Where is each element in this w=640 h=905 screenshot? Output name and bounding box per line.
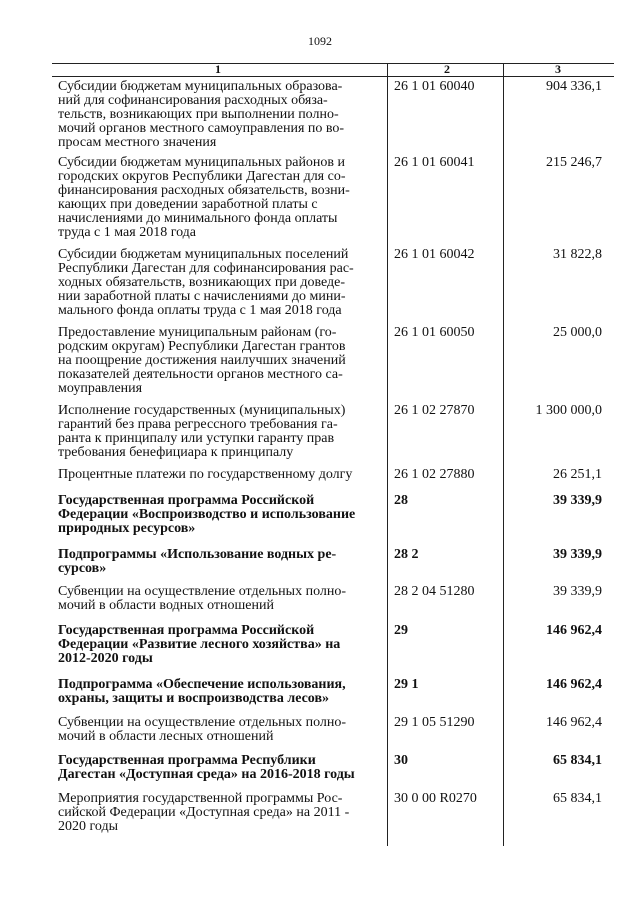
row-amount: 904 336,1 bbox=[546, 79, 602, 94]
row-code: 28 2 04 51280 bbox=[394, 584, 475, 599]
row-description: Процентные платежи по государственному долгу bbox=[58, 467, 353, 482]
row-description: Государственная программа Республики Дагестан «Доступная среда» на 2016-2018 годы bbox=[58, 753, 355, 782]
row-description: Подпрограммы «Использование водных ре- сурсов» bbox=[58, 547, 337, 576]
row-amount: 215 246,7 bbox=[546, 155, 602, 170]
column-header-1: 1 bbox=[215, 62, 221, 76]
row-amount: 39 339,9 bbox=[553, 584, 602, 599]
table-header bbox=[52, 63, 614, 77]
row-description: Исполнение государственных (муниципальных) гарантий без права регрессного требования га- ранта к принципалу или уступки гаранту прав требования бенефициара к принципалу bbox=[58, 403, 346, 460]
row-description: Государственная программа Российской Федерации «Воспроизводство и использование природных ресурсов» bbox=[58, 493, 356, 536]
row-description: Субсидии бюджетам муниципальных районов и городских округов Республики Дагестан для со- финансирования расходных обязательств, возни- кающих при доведении заработной платы с начислениями до минимального фонда оплаты труда с 1 мая 2018 года bbox=[58, 155, 350, 240]
row-code: 30 0 00 R0270 bbox=[394, 791, 477, 806]
row-amount: 146 962,4 bbox=[546, 623, 602, 638]
row-amount: 1 300 000,0 bbox=[535, 403, 602, 418]
row-code: 30 bbox=[394, 753, 408, 768]
column-header-3: 3 bbox=[555, 62, 561, 76]
row-amount: 39 339,9 bbox=[553, 493, 602, 508]
row-description: Мероприятия государственной программы Рос- сийской Федерации «Доступная среда» на 2011 - 2020 годы bbox=[58, 791, 350, 834]
row-amount: 31 822,8 bbox=[553, 247, 602, 262]
row-amount: 65 834,1 bbox=[553, 753, 602, 768]
row-amount: 25 000,0 bbox=[553, 325, 602, 340]
row-code: 26 1 01 60040 bbox=[394, 79, 475, 94]
row-description: Государственная программа Российской Федерации «Развитие лесного хозяйства» на 2012-2020 годы bbox=[58, 623, 341, 666]
row-description: Субвенции на осуществление отдельных полно- мочий в области водных отношений bbox=[58, 584, 347, 613]
row-amount: 39 339,9 bbox=[553, 547, 602, 562]
row-description: Предоставление муниципальным районам (го- родским округам) Республики Дагестан грантов на поощрение достижения наилучших значений показателей деятельности органов местного са- моуправления bbox=[58, 325, 346, 396]
row-amount: 65 834,1 bbox=[553, 791, 602, 806]
row-description: Субсидии бюджетам муниципальных образова- ний для софинансирования расходных обяза- тельств, возникающих при выполнении полно- мочий органов местного самоуправления по во- просам местного значения bbox=[58, 79, 345, 150]
row-amount: 26 251,1 bbox=[553, 467, 602, 482]
row-code: 28 bbox=[394, 493, 408, 508]
row-amount: 146 962,4 bbox=[546, 677, 602, 692]
row-code: 26 1 01 60050 bbox=[394, 325, 475, 340]
row-code: 26 1 01 60041 bbox=[394, 155, 475, 170]
row-description: Субвенции на осуществление отдельных полно- мочий в области лесных отношений bbox=[58, 715, 347, 744]
page-number: 1092 bbox=[308, 34, 332, 48]
row-amount: 146 962,4 bbox=[546, 715, 602, 730]
row-description: Субсидии бюджетам муниципальных поселений Республики Дагестан для софинансирования рас- ходных обязательств, возникающих при доведе- нии заработной платы с начислениями до мини- мального фонда оплаты труда с 1 мая 2018 года bbox=[58, 247, 354, 318]
column-header-2: 2 bbox=[444, 62, 450, 76]
row-code: 28 2 bbox=[394, 547, 419, 562]
row-code: 29 1 05 51290 bbox=[394, 715, 475, 730]
row-description: Подпрограмма «Обеспечение использования, охраны, защиты и воспроизводства лесов» bbox=[58, 677, 346, 706]
column-divider-1 bbox=[387, 63, 388, 846]
row-code: 26 1 02 27880 bbox=[394, 467, 475, 482]
row-code: 26 1 01 60042 bbox=[394, 247, 475, 262]
row-code: 29 1 bbox=[394, 677, 419, 692]
row-code: 26 1 02 27870 bbox=[394, 403, 475, 418]
row-code: 29 bbox=[394, 623, 408, 638]
